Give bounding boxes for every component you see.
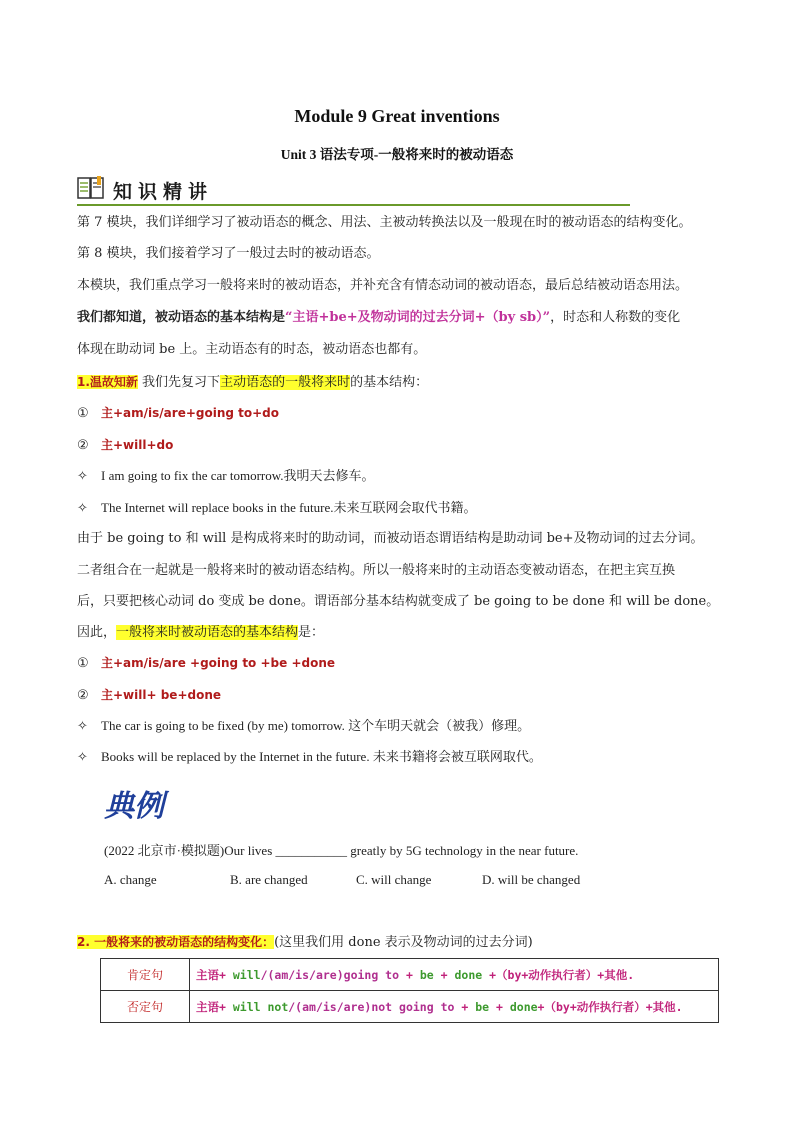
review-highlight: 主动语态的一般将来时 bbox=[220, 375, 351, 390]
explain-line-3: 后，只要把核心动词 do 变成 be done。谓语部分基本结构就变成了 be going to be done 和 will be done。 bbox=[77, 594, 720, 609]
sparkle-bullet-icon: ✧ bbox=[77, 719, 88, 734]
intro-paragraph-2: 第 8 模块，我们接着学习了一般过去时的被动语态。 bbox=[77, 246, 380, 261]
passive-example-1 bbox=[77, 717, 530, 736]
passive-example-2 bbox=[77, 748, 542, 767]
explain-line-2: 二者组合在一起就是一般将来时的被动语态结构。所以一般将来时的主动语态变被动语态，在把主宾互换 bbox=[77, 563, 676, 578]
part-agent: +（by+动作执行者）+其他. bbox=[537, 999, 683, 1014]
review-example-2-text: The Internet will replace books in the future.未来互联网会取代书籍。 bbox=[101, 500, 477, 515]
explain-line-1: 由于 be going to 和 will 是构成将来时的助动词，而被动语态谓语结构是助动词 be+及物动词的过去分词。 bbox=[77, 531, 704, 546]
review-label: 1.温故知新 bbox=[77, 375, 138, 389]
example-question: (2022 北京市·模拟题)Our lives ___________ greatly by 5G technology in the near future. bbox=[104, 843, 579, 858]
part-going-to: /(am/is/are)going to bbox=[260, 967, 400, 982]
review-text-a: 我们先复习下 bbox=[137, 375, 221, 390]
sparkle-bullet-icon: ✧ bbox=[77, 501, 88, 516]
circled-one-number: ① bbox=[77, 656, 89, 671]
page-title: Module 9 Great inventions bbox=[294, 106, 500, 126]
part-plus: + bbox=[399, 967, 420, 982]
passive-formula-2 bbox=[77, 686, 221, 705]
part-done: done bbox=[454, 967, 483, 982]
circled-two-number: ② bbox=[77, 688, 89, 703]
intro-paragraph-1: 第 7 模块，我们详细学习了被动语态的概念、用法、主被动转换法以及一般现在时的被动语态的结构变化。 bbox=[77, 215, 692, 230]
row-type-negative bbox=[101, 991, 190, 1023]
review-text-b: 的基本结构： bbox=[350, 375, 429, 390]
option-a: A. change bbox=[104, 872, 157, 887]
section-header bbox=[77, 175, 630, 207]
review-heading bbox=[77, 373, 428, 392]
row-type-text: 肯定句 bbox=[126, 968, 163, 982]
review-formula-1-text: 主+am/is/are+going to+do bbox=[101, 406, 280, 420]
row-structure-negative bbox=[190, 991, 719, 1023]
explain-highlight: 一般将来时被动语态的基本结构 bbox=[116, 625, 299, 640]
intro-p4-lead: 我们都知道，被动语态的基本结构是 bbox=[77, 310, 286, 325]
structure-heading bbox=[77, 933, 533, 952]
part-plus: + bbox=[454, 999, 476, 1014]
explain-l4-tail: 是： bbox=[298, 625, 325, 640]
structure-label: 2. 一般将来的被动语态的结构变化： bbox=[77, 935, 275, 949]
row-type-affirmative bbox=[101, 959, 190, 991]
part-be: be bbox=[475, 999, 490, 1014]
option-c: C. will change bbox=[356, 872, 432, 887]
passive-formula-2-text: 主+will+ be+done bbox=[101, 688, 222, 702]
row-type-text: 否定句 bbox=[126, 1000, 163, 1014]
part-not-going-to: /(am/is/are)not going to bbox=[288, 999, 455, 1014]
structure-table bbox=[100, 958, 719, 1023]
explain-line-4 bbox=[77, 624, 324, 642]
option-d: D. will be changed bbox=[482, 872, 581, 887]
review-formula-1 bbox=[77, 404, 279, 423]
passive-formula: “主语+be+及物动词的过去分词+（by sb）” bbox=[285, 310, 551, 325]
part-done: done bbox=[509, 999, 538, 1014]
review-example-2 bbox=[77, 499, 476, 518]
intro-paragraph-3: 本模块，我们重点学习一般将来时的被动语态，并补充含有情态动词的被动语态，最后总结被动语态用法。 bbox=[77, 278, 689, 293]
part-be: be bbox=[419, 967, 434, 982]
part-plus: + bbox=[433, 967, 455, 982]
example-stamp-text: 典例 bbox=[104, 789, 164, 824]
example-stamp-logo bbox=[100, 786, 182, 824]
intro-paragraph-5: 体现在助动词 be 上。主动语态有的时态，被动语态也都有。 bbox=[77, 342, 427, 357]
section-label: 知识精讲 bbox=[113, 181, 214, 203]
table-row bbox=[101, 959, 719, 991]
part-agent: +（by+动作执行者）+其他. bbox=[482, 967, 635, 982]
page-subtitle: Unit 3 语法专项-一般将来时的被动语态 bbox=[280, 147, 514, 162]
table-row bbox=[101, 991, 719, 1023]
part-will-not: will not bbox=[232, 999, 289, 1014]
review-example-1 bbox=[77, 467, 375, 486]
row-structure-affirmative bbox=[190, 959, 719, 991]
part-will: will bbox=[232, 967, 261, 982]
part-subject: 主语+ bbox=[196, 967, 233, 982]
review-formula-2 bbox=[77, 436, 173, 455]
sparkle-bullet-icon: ✧ bbox=[77, 750, 88, 765]
circled-one-number: ① bbox=[77, 406, 89, 421]
review-example-1-text: I am going to fix the car tomorrow.我明天去修车。 bbox=[101, 468, 375, 483]
structure-note: (这里我们用 done 表示及物动词的过去分词) bbox=[274, 935, 533, 950]
intro-paragraph-4 bbox=[77, 309, 680, 327]
review-formula-2-text: 主+will+do bbox=[101, 438, 174, 452]
passive-example-2-text: Books will be replaced by the Internet in the future. 未来书籍将会被互联网取代。 bbox=[101, 749, 542, 764]
passive-example-1-text: The car is going to be fixed (by me) tomorrow. 这个车明天就会（被我）修理。 bbox=[101, 718, 531, 733]
part-plus: + bbox=[489, 999, 510, 1014]
passive-formula-1 bbox=[77, 654, 335, 673]
section-rule bbox=[77, 204, 630, 206]
intro-p4-tail: ，时态和人称数的变化 bbox=[550, 310, 681, 325]
circled-two-number: ② bbox=[77, 438, 89, 453]
option-b: B. are changed bbox=[230, 872, 308, 887]
passive-formula-1-text: 主+am/is/are +going to +be +done bbox=[101, 656, 336, 670]
book-icon bbox=[77, 176, 105, 202]
sparkle-bullet-icon: ✧ bbox=[77, 469, 88, 484]
explain-l4-lead: 因此， bbox=[77, 625, 117, 640]
part-subject: 主语+ bbox=[196, 999, 233, 1014]
